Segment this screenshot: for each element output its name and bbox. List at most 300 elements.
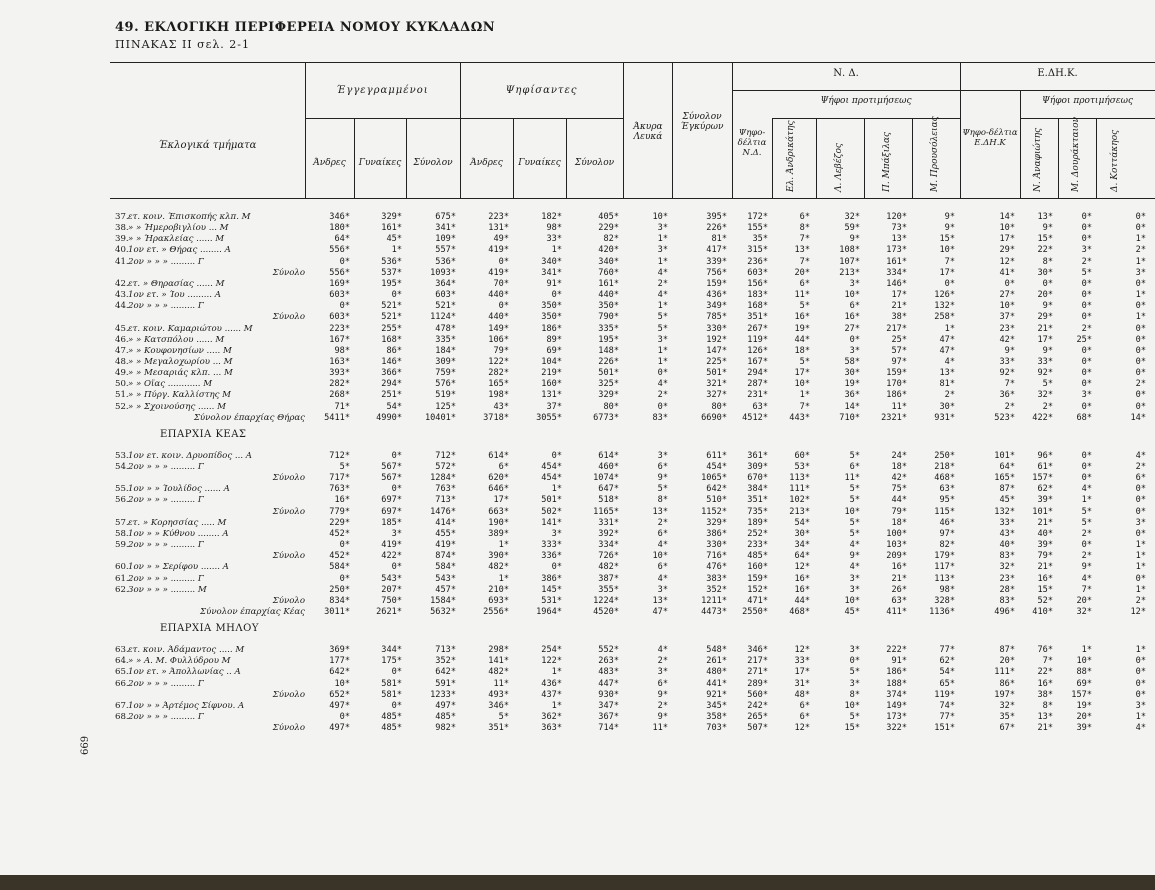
- row-label: Σύνολο: [272, 595, 305, 606]
- table-cell: 32*: [844, 212, 860, 222]
- table-cell: 87*: [999, 484, 1015, 495]
- table-cell: 763*: [329, 484, 350, 495]
- table-cell: 584*: [435, 562, 456, 573]
- row-number: 52.: [115, 401, 129, 412]
- table-cell: 149*: [488, 323, 509, 334]
- table-cell: 419*: [488, 267, 509, 278]
- table-cell: 132*: [994, 506, 1015, 517]
- table-cell: 147*: [706, 345, 727, 356]
- table-cell: 392*: [598, 528, 619, 539]
- row-label: Σύνολο: [272, 723, 305, 734]
- table-cell: 141*: [541, 517, 562, 528]
- table-cell: 1*: [551, 245, 562, 256]
- table-row: [0, 484, 1155, 495]
- table-cell: 8*: [799, 223, 810, 234]
- table-row: [0, 712, 1155, 723]
- table-cell: 411*: [886, 606, 907, 617]
- row-label: 2ον » » » ......... Γ: [128, 462, 204, 472]
- table-cell: 346*: [329, 212, 350, 222]
- table-cell: 1*: [1135, 645, 1146, 656]
- table-cell: 31*: [794, 678, 810, 689]
- table-cell: 30*: [844, 368, 860, 379]
- table-cell: 335*: [598, 323, 619, 334]
- table-cell: 5*: [1081, 517, 1092, 528]
- page-subtitle: ΠΙΝΑΚΑΣ ΙΙ σελ. 2-1: [115, 38, 251, 51]
- table-cell: 83*: [999, 551, 1015, 562]
- table-cell: 0*: [498, 301, 509, 312]
- table-cell: 333*: [541, 540, 562, 551]
- table-cell: 12*: [1130, 606, 1146, 617]
- table-cell: 6773*: [593, 412, 619, 423]
- table-cell: 1284*: [430, 473, 456, 484]
- table-cell: 1*: [944, 323, 955, 334]
- header-mid-rule-5: [1020, 118, 1155, 119]
- header-nd-cand-2: Λ. Λεβέζος: [834, 143, 844, 192]
- table-cell: 309*: [747, 462, 768, 472]
- table-cell: 468*: [934, 473, 955, 484]
- table-cell: 521*: [381, 301, 402, 312]
- row-label: ετ. κοιν. Καμαριώτου ...... Μ: [128, 323, 253, 334]
- table-cell: 334*: [886, 267, 907, 278]
- table-cell: 374*: [886, 689, 907, 700]
- table-cell: 501*: [598, 368, 619, 379]
- table-cell: 16*: [794, 573, 810, 584]
- table-cell: 39*: [1037, 540, 1053, 551]
- table-cell: 223*: [488, 212, 509, 222]
- table-cell: 0*: [1135, 573, 1146, 584]
- table-cell: 32*: [1037, 390, 1053, 401]
- table-cell: 710*: [839, 412, 860, 423]
- table-cell: 79*: [891, 506, 907, 517]
- table-cell: 167*: [329, 334, 350, 345]
- table-cell: 0*: [1135, 667, 1146, 678]
- table-cell: 159*: [706, 278, 727, 289]
- row-label: » » Ήρακλείας ...... Μ: [128, 234, 225, 245]
- table-cell: 5632*: [430, 606, 456, 617]
- table-cell: 1*: [391, 245, 402, 256]
- table-cell: 713*: [435, 645, 456, 656]
- row-number: 66.: [115, 678, 129, 689]
- table-cell: 0*: [1081, 356, 1092, 367]
- table-cell: 12*: [794, 562, 810, 573]
- table-cell: 531*: [541, 595, 562, 606]
- table-cell: 349*: [706, 301, 727, 312]
- table-row: [0, 257, 1155, 268]
- table-cell: 104*: [541, 356, 562, 367]
- table-row: [0, 223, 1155, 234]
- table-cell: 7*: [799, 401, 810, 412]
- table-cell: 217*: [747, 656, 768, 667]
- table-cell: 16*: [794, 584, 810, 595]
- table-cell: 0*: [391, 290, 402, 301]
- table-cell: 5*: [498, 712, 509, 722]
- table-cell: 33*: [999, 517, 1015, 528]
- table-cell: 63*: [939, 484, 955, 495]
- table-cell: 363*: [541, 723, 562, 734]
- table-cell: 113*: [934, 573, 955, 584]
- table-cell: 4520*: [593, 606, 619, 617]
- table-cell: 1074*: [593, 473, 619, 484]
- table-cell: 6*: [799, 700, 810, 711]
- table-cell: 63*: [752, 401, 768, 412]
- table-cell: 48*: [794, 689, 810, 700]
- header-edik-cand-2: Μ. Δουράκταιον: [1071, 116, 1081, 192]
- table-cell: 6*: [657, 528, 668, 539]
- table-cell: 106*: [488, 334, 509, 345]
- table-cell: 5*: [849, 712, 860, 722]
- table-cell: 2*: [1135, 245, 1146, 256]
- section-heading: ΕΠΑΡΧΙΑ ΚΕΑΣ: [160, 428, 247, 440]
- table-cell: 325*: [598, 379, 619, 390]
- table-cell: 226*: [598, 356, 619, 367]
- table-cell: 10*: [999, 223, 1015, 234]
- table-cell: 1*: [1135, 540, 1146, 551]
- table-cell: 62*: [1037, 484, 1053, 495]
- table-cell: 15*: [1037, 584, 1053, 595]
- table-cell: 35*: [752, 234, 768, 245]
- table-cell: 485*: [747, 551, 768, 562]
- table-cell: 69*: [546, 345, 562, 356]
- table-cell: 581*: [381, 678, 402, 689]
- table-cell: 5*: [339, 462, 350, 472]
- table-cell: 169*: [329, 278, 350, 289]
- table-cell: 185*: [381, 517, 402, 528]
- table-cell: 64*: [999, 462, 1015, 472]
- table-cell: 0*: [849, 334, 860, 345]
- table-cell: 1*: [1135, 290, 1146, 301]
- table-row: [0, 607, 1155, 618]
- table-cell: 507*: [747, 723, 768, 734]
- table-cell: 921*: [706, 689, 727, 700]
- table-cell: 1*: [1135, 551, 1146, 562]
- table-row: [0, 402, 1155, 413]
- table-cell: 148*: [598, 345, 619, 356]
- table-cell: 43*: [999, 528, 1015, 539]
- table-cell: 735*: [747, 506, 768, 517]
- table-cell: 82*: [939, 540, 955, 551]
- table-cell: 77*: [939, 712, 955, 722]
- table-cell: 437*: [541, 689, 562, 700]
- table-cell: 36*: [844, 390, 860, 401]
- table-cell: 350*: [541, 312, 562, 323]
- table-cell: 1*: [1135, 312, 1146, 323]
- header-edik: Ε.ΔΗ.Κ.: [1037, 68, 1078, 79]
- table-cell: 155*: [747, 223, 768, 234]
- row-number: 55.: [115, 484, 129, 495]
- table-cell: 0*: [1081, 450, 1092, 461]
- table-cell: 572*: [435, 462, 456, 472]
- row-number: 51.: [115, 390, 129, 401]
- table-cell: 45*: [386, 234, 402, 245]
- table-row: [0, 690, 1155, 701]
- table-cell: 182*: [541, 212, 562, 222]
- row-label: » » Ήμεροβιγλίου ... Μ: [128, 223, 229, 234]
- header-nd-cand-1: Ελ. Άνδρικάτης: [786, 120, 796, 192]
- table-cell: 410*: [1032, 606, 1053, 617]
- table-cell: 352*: [706, 584, 727, 595]
- table-cell: 384*: [747, 484, 768, 495]
- table-cell: 510*: [706, 495, 727, 506]
- table-cell: 97*: [939, 528, 955, 539]
- table-cell: 468*: [789, 606, 810, 617]
- table-cell: 557*: [435, 245, 456, 256]
- table-cell: 2*: [657, 278, 668, 289]
- table-cell: 43*: [493, 401, 509, 412]
- table-cell: 347*: [598, 700, 619, 711]
- table-row: [0, 645, 1155, 656]
- table-cell: 0*: [1135, 678, 1146, 689]
- table-cell: 9*: [657, 712, 668, 722]
- row-number: 40.: [115, 245, 129, 256]
- table-cell: 6*: [657, 562, 668, 573]
- table-cell: 6*: [849, 462, 860, 472]
- table-cell: 0*: [1135, 401, 1146, 412]
- table-cell: 355*: [598, 584, 619, 595]
- table-cell: 1*: [1135, 256, 1146, 267]
- table-cell: 4*: [1135, 450, 1146, 461]
- table-cell: 419*: [435, 540, 456, 551]
- table-cell: 340*: [541, 256, 562, 267]
- table-cell: 567*: [381, 473, 402, 484]
- row-number: 53.: [115, 450, 129, 461]
- table-cell: 242*: [747, 700, 768, 711]
- header-edik-pref: Ψήφοι προτιμήσεως: [1041, 96, 1134, 106]
- table-cell: 19*: [1076, 700, 1092, 711]
- table-cell: 37*: [999, 312, 1015, 323]
- table-cell: 0*: [1081, 234, 1092, 245]
- table-cell: 0*: [1135, 278, 1146, 289]
- table-cell: 1584*: [430, 595, 456, 606]
- table-cell: 0*: [1135, 390, 1146, 401]
- table-cell: 30*: [939, 401, 955, 412]
- table-cell: 4*: [1081, 484, 1092, 495]
- table-row: [0, 574, 1155, 585]
- row-label: ετ. » Θηρασίας ...... Μ: [128, 278, 225, 289]
- table-cell: 233*: [747, 540, 768, 551]
- table-cell: 53*: [794, 462, 810, 472]
- table-cell: 8*: [657, 495, 668, 506]
- table-cell: 346*: [488, 700, 509, 711]
- table-cell: 20*: [1076, 712, 1092, 722]
- table-cell: 4*: [657, 645, 668, 656]
- row-number: 46.: [115, 334, 129, 345]
- table-cell: 165*: [488, 379, 509, 390]
- table-cell: 576*: [435, 379, 456, 390]
- table-cell: 12*: [999, 256, 1015, 267]
- table-row: [0, 290, 1155, 301]
- table-cell: 18*: [891, 517, 907, 528]
- table-cell: 63*: [891, 595, 907, 606]
- table-cell: 0*: [657, 401, 668, 412]
- table-cell: 567*: [381, 462, 402, 472]
- row-number: 67.: [115, 700, 129, 711]
- table-cell: 0*: [1135, 212, 1146, 222]
- header-nd-ballots: Ψηφο-δέλτια Ν.Δ.: [737, 128, 767, 158]
- table-cell: 175*: [381, 656, 402, 667]
- table-cell: 0*: [339, 712, 350, 722]
- table-cell: 14*: [1130, 412, 1146, 423]
- table-cell: 642*: [706, 484, 727, 495]
- table-cell: 111*: [789, 484, 810, 495]
- table-cell: 38*: [1037, 689, 1053, 700]
- table-cell: 712*: [435, 450, 456, 461]
- table-cell: 30*: [794, 528, 810, 539]
- table-cell: 436*: [706, 290, 727, 301]
- table-cell: 209*: [886, 551, 907, 562]
- table-cell: 717*: [329, 473, 350, 484]
- table-cell: 3*: [1081, 245, 1092, 256]
- table-cell: 0*: [1081, 223, 1092, 234]
- table-cell: 834*: [329, 595, 350, 606]
- table-cell: 0*: [657, 368, 668, 379]
- table-cell: 7*: [944, 256, 955, 267]
- table-cell: 6*: [799, 712, 810, 722]
- table-row: [0, 585, 1155, 596]
- header-nd-cand-4: Μ. Προυσόλειας: [930, 116, 940, 192]
- table-cell: 6*: [1135, 473, 1146, 484]
- table-cell: 79*: [1037, 551, 1053, 562]
- header-bottom-rule: [110, 198, 1155, 199]
- table-cell: 109*: [435, 234, 456, 245]
- table-cell: 16*: [1037, 678, 1053, 689]
- table-cell: 46*: [939, 517, 955, 528]
- table-cell: 652*: [329, 689, 350, 700]
- table-cell: 289*: [747, 678, 768, 689]
- row-label: Σύνολο: [272, 551, 305, 562]
- table-cell: 1*: [657, 301, 668, 312]
- table-cell: 29*: [999, 245, 1015, 256]
- table-cell: 81*: [939, 379, 955, 390]
- table-cell: 195*: [381, 278, 402, 289]
- table-cell: 59*: [844, 223, 860, 234]
- table-row: [0, 540, 1155, 551]
- row-label: Σύνολο: [272, 267, 305, 278]
- table-cell: 40*: [1037, 528, 1053, 539]
- table-cell: 5*: [849, 528, 860, 539]
- table-cell: 366*: [381, 368, 402, 379]
- table-cell: 440*: [488, 290, 509, 301]
- table-cell: 186*: [886, 390, 907, 401]
- table-cell: 33*: [794, 656, 810, 667]
- table-cell: 0*: [1135, 495, 1146, 506]
- header-reg-men: Άνδρες: [313, 158, 346, 168]
- table-cell: 3*: [849, 645, 860, 656]
- table-cell: 367*: [598, 712, 619, 722]
- header-invalid: Άκυρα Λευκά: [633, 122, 663, 142]
- table-cell: 485*: [381, 723, 402, 734]
- table-cell: 614*: [598, 450, 619, 461]
- table-cell: 271*: [747, 667, 768, 678]
- table-cell: 670*: [747, 473, 768, 484]
- table-cell: 168*: [381, 334, 402, 345]
- table-cell: 8*: [849, 689, 860, 700]
- table-cell: 52*: [1037, 595, 1053, 606]
- table-cell: 3*: [849, 278, 860, 289]
- table-cell: 58*: [844, 356, 860, 367]
- table-cell: 3*: [849, 584, 860, 595]
- table-cell: 414*: [435, 517, 456, 528]
- table-cell: 521*: [435, 301, 456, 312]
- table-cell: 457*: [435, 584, 456, 595]
- row-label: Σύνολο: [272, 312, 305, 323]
- table-row: [0, 301, 1155, 312]
- table-cell: 1*: [1135, 584, 1146, 595]
- table-cell: 3*: [1135, 267, 1146, 278]
- table-cell: 25*: [891, 334, 907, 345]
- table-cell: 480*: [706, 667, 727, 678]
- table-cell: 5*: [1081, 506, 1092, 517]
- table-cell: 10401*: [424, 412, 456, 423]
- table-cell: 726*: [598, 551, 619, 562]
- table-cell: 10*: [1076, 656, 1092, 667]
- row-number: 39.: [115, 234, 129, 245]
- table-cell: 329*: [381, 212, 402, 222]
- table-cell: 21*: [1037, 562, 1053, 573]
- header-nd: Ν. Δ.: [833, 68, 859, 79]
- table-cell: 1*: [1135, 712, 1146, 722]
- table-cell: 0*: [391, 562, 402, 573]
- table-cell: 0*: [551, 290, 562, 301]
- table-cell: 95*: [939, 495, 955, 506]
- table-cell: 10*: [652, 212, 668, 222]
- table-cell: 213*: [839, 267, 860, 278]
- table-cell: 611*: [706, 450, 727, 461]
- table-cell: 5*: [1081, 267, 1092, 278]
- table-cell: 422*: [381, 551, 402, 562]
- table-cell: 3*: [657, 450, 668, 461]
- table-cell: 39*: [1037, 495, 1053, 506]
- table-cell: 5*: [657, 484, 668, 495]
- table-cell: 190*: [488, 517, 509, 528]
- table-cell: 440*: [488, 312, 509, 323]
- table-cell: 16*: [1037, 573, 1053, 584]
- table-cell: 161*: [381, 223, 402, 234]
- header-reg-total: Σύνολον: [413, 158, 453, 168]
- table-cell: 132*: [934, 301, 955, 312]
- table-cell: 556*: [329, 267, 350, 278]
- row-number: 38.: [115, 223, 129, 234]
- table-cell: 101*: [994, 450, 1015, 461]
- table-cell: 581*: [381, 689, 402, 700]
- table-cell: 250*: [934, 450, 955, 461]
- table-cell: 80*: [711, 401, 727, 412]
- table-cell: 5*: [849, 484, 860, 495]
- table-cell: 15*: [1037, 234, 1053, 245]
- table-cell: 9*: [944, 212, 955, 222]
- table-cell: 537*: [381, 267, 402, 278]
- table-cell: 183*: [747, 290, 768, 301]
- table-cell: 2*: [657, 390, 668, 401]
- table-cell: 497*: [435, 700, 456, 711]
- table-cell: 11*: [652, 723, 668, 734]
- row-number: 57.: [115, 517, 129, 528]
- table-cell: 12*: [794, 723, 810, 734]
- table-cell: 226*: [706, 223, 727, 234]
- table-cell: 591*: [435, 678, 456, 689]
- table-cell: 329*: [706, 517, 727, 528]
- scan-edge: [0, 875, 1155, 890]
- row-label: 2ον » » » ......... Γ: [128, 256, 204, 267]
- table-row: [0, 279, 1155, 290]
- table-cell: 501*: [706, 368, 727, 379]
- table-cell: 27*: [844, 323, 860, 334]
- table-cell: 157*: [1032, 473, 1053, 484]
- table-cell: 35*: [999, 712, 1015, 722]
- table-cell: 6690*: [701, 412, 727, 423]
- table-cell: 330*: [706, 540, 727, 551]
- table-row: [0, 518, 1155, 529]
- row-number: 49.: [115, 368, 129, 379]
